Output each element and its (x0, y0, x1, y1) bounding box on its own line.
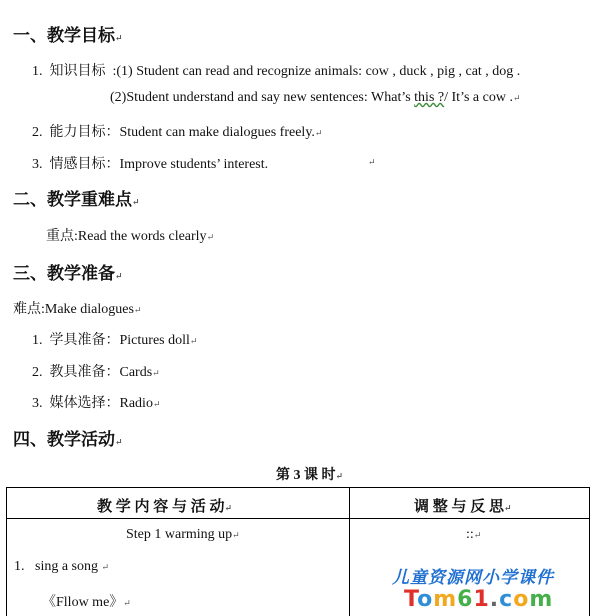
section-heading-objectives: 一、教学目标↵ (13, 26, 123, 45)
objective-emotion: 3. 情感目标：Improve students’ interest. (32, 157, 269, 172)
objective-knowledge-line1: 1. 知识目标 :(1) Student can read and recognize animals: cow , duck , pig , cat , dog . (32, 64, 521, 79)
objective-knowledge-line2: (2)Student understand and say new sentences: What’s this ?/ It’s a cow .↵ (110, 90, 521, 105)
watermark-logo-text: 儿童资源网小学课件 (392, 568, 554, 588)
table-header-reflection: 调 整 与 反 思↵ (414, 499, 512, 515)
lesson-title: 第 3 课 时↵ (276, 468, 344, 483)
table-top-border (6, 487, 590, 488)
difficult-point: 难点:Make dialogues↵ (13, 302, 142, 317)
step-warming-up: Step 1 warming up↵ (126, 527, 240, 542)
key-point: 重点:Read the words clearly↵ (46, 229, 215, 244)
section-heading-activities: 四、教学活动↵ (13, 430, 123, 449)
paragraph-mark: ↵ (368, 157, 376, 167)
watermark-logo-url (404, 587, 553, 612)
watermark-logo-letter: m (529, 587, 554, 612)
table-header-divider (6, 518, 590, 519)
watermark-logo-letter: 6 (457, 587, 474, 612)
section-heading-key-points: 二、教学重难点↵ (13, 190, 140, 209)
watermark-logo-letter: o (513, 587, 530, 612)
table-left-border (6, 487, 7, 616)
watermark-logo-letter: . (489, 587, 500, 612)
watermark-logo-letter: 1 (473, 587, 490, 612)
preparation-item-media: 3. 媒体选择：Radio↵ (32, 396, 161, 411)
watermark-logo-letter: o (417, 587, 434, 612)
watermark-logo-letter: m (433, 587, 458, 612)
activity-item-sing-song: 1. sing a song ↵ (14, 559, 110, 574)
song-title: 《Fllow me》↵ (42, 595, 131, 610)
reflection-cell: ::↵ (466, 527, 482, 542)
preparation-item-student: 1. 学具准备：Pictures doll↵ (32, 333, 198, 348)
table-header-content: 教 学 内 容 与 活 动↵ (97, 499, 233, 515)
watermark-logo-letter: T (404, 587, 418, 612)
watermark-logo-letter: c (499, 587, 514, 612)
section-heading-preparation: 三、教学准备↵ (13, 264, 123, 283)
table-right-border (589, 487, 590, 616)
table-column-divider (349, 487, 350, 616)
objective-ability: 2. 能力目标：Student can make dialogues freely.↵ (32, 125, 323, 140)
preparation-item-teacher: 2. 教具准备：Cards↵ (32, 365, 160, 380)
